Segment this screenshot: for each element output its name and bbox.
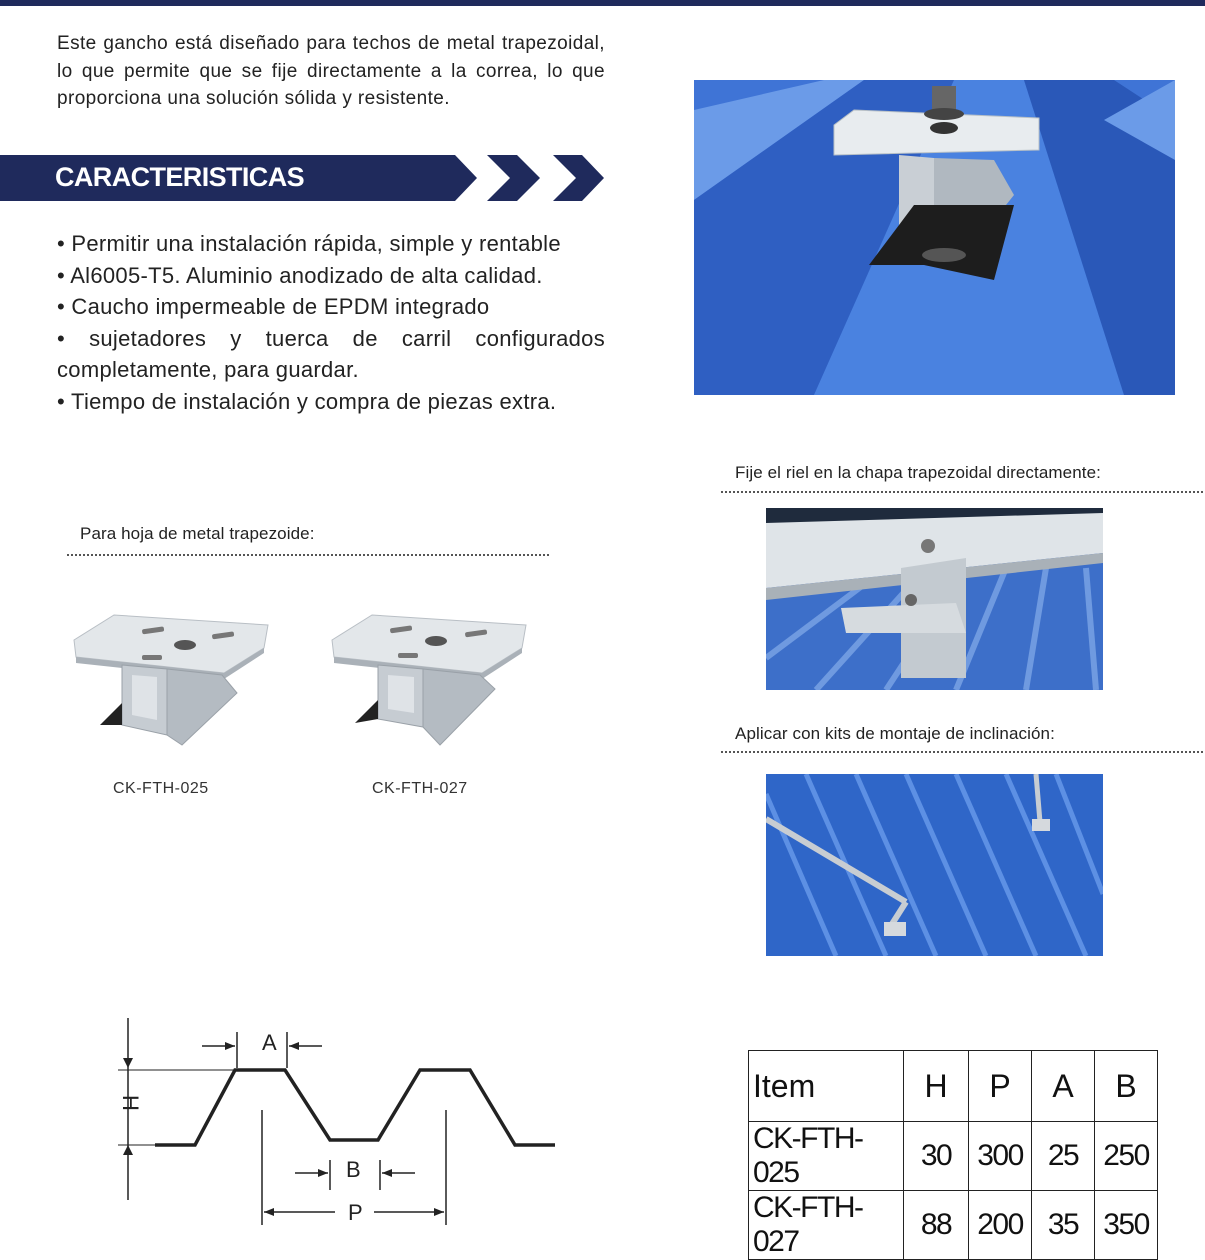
- table-cell: 200: [969, 1191, 1032, 1260]
- chevron-icon: [553, 155, 604, 201]
- feature-item: • Tiempo de instalación y compra de piezas extra.: [57, 388, 557, 414]
- chevron-icon: [487, 155, 540, 201]
- roof-hook-illustration: [694, 80, 1175, 395]
- rail-mount-photo: [766, 508, 1103, 690]
- top-rule: [0, 0, 1205, 6]
- table-header-cell: A: [1032, 1051, 1095, 1122]
- product-code: CK-FTH-025: [113, 780, 209, 797]
- section-title: CARACTERISTICAS: [55, 162, 305, 192]
- p-label: P: [348, 1200, 363, 1225]
- product-caption: Para hoja de metal trapezoide:: [80, 524, 315, 543]
- table-cell: CK-FTH-025: [749, 1122, 904, 1191]
- intro-text: Este gancho está diseñado para techos de metal trapezoidal, lo que permite que se fije directamente a la correa, lo que proporciona una solución sólida y resistente.: [57, 33, 605, 109]
- table-header-cell: P: [969, 1051, 1032, 1122]
- table-cell: 35: [1032, 1191, 1095, 1260]
- table-row: [749, 1122, 1158, 1191]
- table-header-row: [749, 1051, 1158, 1122]
- dotted-divider: [67, 554, 549, 556]
- table-row: [749, 1191, 1158, 1260]
- h-label: H: [118, 1095, 143, 1111]
- table-header-cell: Item: [749, 1051, 904, 1122]
- a-label: A: [262, 1030, 277, 1055]
- rail-caption: Fije el riel en la chapa trapezoidal directamente:: [735, 463, 1101, 482]
- table-header-cell: H: [904, 1051, 969, 1122]
- dotted-divider: [721, 751, 1203, 753]
- table-header-cell: B: [1095, 1051, 1158, 1122]
- hook-product-image: [330, 605, 530, 750]
- feature-item: • Al6005-T5. Aluminio anodizado de alta calidad.: [57, 262, 543, 288]
- feature-list: [57, 228, 605, 417]
- table-cell: 30: [904, 1122, 969, 1191]
- spec-table: [748, 1050, 1158, 1260]
- b-label: B: [346, 1157, 361, 1182]
- table-cell: 25: [1032, 1122, 1095, 1191]
- table-cell: 300: [969, 1122, 1032, 1191]
- product-code: CK-FTH-027: [372, 780, 468, 797]
- hook-product-image: [72, 605, 272, 750]
- trapezoid-profile-diagram: [110, 1010, 570, 1235]
- tilt-caption: Aplicar con kits de montaje de inclinación:: [735, 724, 1055, 743]
- feature-item: • Permitir una instalación rápida, simple y rentable: [57, 231, 561, 256]
- table-cell: 250: [1095, 1122, 1158, 1191]
- feature-item: • sujetadores y tuerca de carril configurados completamente, para guardar.: [57, 325, 605, 382]
- table-cell: 88: [904, 1191, 969, 1260]
- tilt-mount-photo: [766, 774, 1103, 956]
- dotted-divider: [721, 491, 1203, 493]
- table-cell: CK-FTH-027: [749, 1191, 904, 1260]
- feature-item: • Caucho impermeable de EPDM integrado: [57, 294, 490, 319]
- table-cell: 350: [1095, 1191, 1158, 1260]
